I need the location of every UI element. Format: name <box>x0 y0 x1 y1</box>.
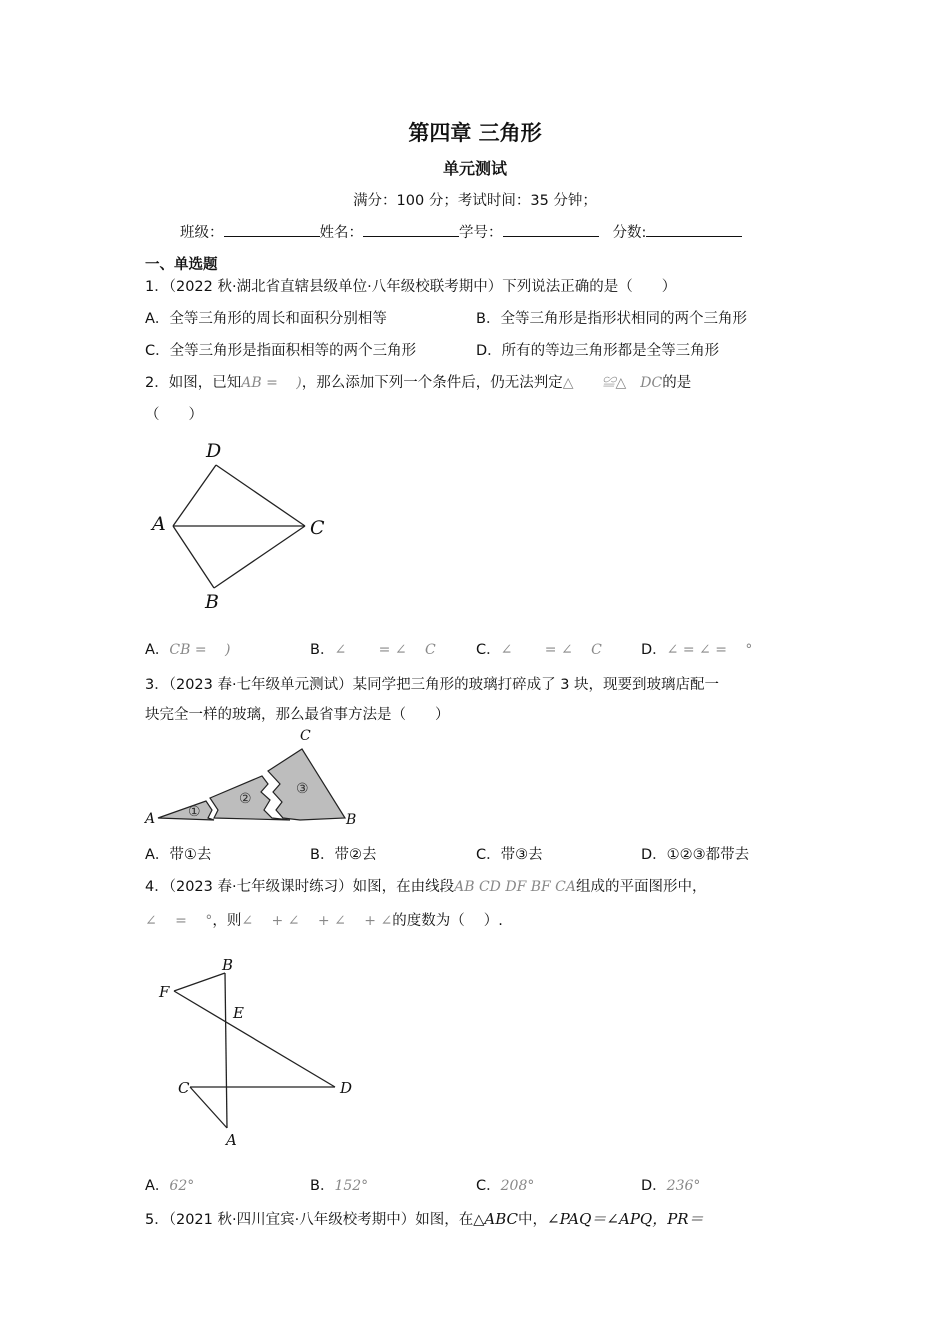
class-label: 班级： <box>180 225 224 241</box>
q4-option-a[interactable]: A．62° <box>145 1178 195 1194</box>
q3-figure-broken-glass <box>140 726 370 831</box>
q3-label-a: A <box>145 811 156 827</box>
chapter-title: 第四章 三角形 <box>408 121 542 145</box>
score-blank[interactable] <box>646 221 742 237</box>
q1-source: （2022 秋·湖北省直辖县级单位·八年级校联考期中） <box>168 279 503 295</box>
q3-option-d[interactable]: D．①②③都带去 <box>641 847 750 863</box>
q4-label-d: D <box>340 1079 353 1097</box>
q4-segment-ab <box>225 973 227 1128</box>
q3-option-c[interactable]: C．带③去 <box>476 847 543 863</box>
q3-piece-1 <box>158 801 214 820</box>
q2-label-a: A <box>152 513 166 535</box>
q4-number: 4． <box>145 879 169 895</box>
q4-math-segments: AB CD DF BF CA <box>454 879 577 895</box>
q4-option-d[interactable]: D．236° <box>641 1178 701 1194</box>
q5-source: （2021 秋·四川宜宾·八年级校考期中） <box>168 1212 416 1228</box>
q4-option-c[interactable]: C．208° <box>476 1178 535 1194</box>
q2-label-b: B <box>205 591 219 613</box>
subtitle: 单元测试 <box>442 159 507 178</box>
q2-option-c[interactable]: C．∠ = ∠ C <box>476 642 602 658</box>
q3-label-piece-2: ② <box>239 791 252 807</box>
q2-math-congruence: △ ≌△ DC <box>562 375 663 391</box>
q1-option-c[interactable]: C．全等三角形是指面积相等的两个三角形 <box>145 343 417 359</box>
q4-math-given-angle: ∠ = ° <box>145 913 213 929</box>
q3-option-b[interactable]: B．带②去 <box>310 847 377 863</box>
name-blank[interactable] <box>363 221 459 237</box>
q4-option-b[interactable]: B．152° <box>310 1178 369 1194</box>
q3-number: 3． <box>145 677 169 693</box>
q4-label-c: C <box>178 1079 190 1097</box>
q2-segment-dc <box>216 465 305 526</box>
score-label: 分数: <box>612 225 647 241</box>
q3-option-a[interactable]: A．带①去 <box>145 847 212 863</box>
q5-math-condition: ∠PAQ＝∠APQ，PR＝ <box>547 1210 704 1228</box>
q3-label-piece-3: ③ <box>296 781 309 797</box>
q2-label-c: C <box>310 517 325 539</box>
q4-figure-segments <box>150 950 370 1150</box>
q1-number: 1． <box>145 279 169 295</box>
q2-segment-ad <box>173 465 216 526</box>
q1-option-b[interactable]: B．全等三角形是指形状相同的两个三角形 <box>476 311 747 327</box>
q2-option-a[interactable]: A．CB = ) <box>145 642 231 658</box>
q2-math-given: AB = ) <box>241 375 302 391</box>
student-number-label: 学号： <box>459 225 503 241</box>
exam-info: 满分：100 分；考试时间：35 分钟； <box>353 193 597 209</box>
q2-option-b[interactable]: B．∠ = ∠ C <box>310 642 436 658</box>
name-label: 姓名： <box>319 225 363 241</box>
q2-label-d: D <box>206 440 222 462</box>
q2-answer-brackets: （ ） <box>145 407 203 423</box>
q3-stem-line1: 3．（2023 春·七年级单元测试）某同学把三角形的玻璃打碎成了 3 块，现要到玻璃店配一 <box>145 677 720 693</box>
q1-option-a[interactable]: A．全等三角形的周长和面积分别相等 <box>145 311 387 327</box>
q4-math-angle-sum: ∠ + ∠ + ∠ + ∠ <box>241 913 393 929</box>
q5-stem: 5．（2021 秋·四川宜宾·八年级校考期中）如图，在△ABC中，∠PAQ＝∠APQ，PR＝ <box>145 1210 704 1228</box>
q5-math-triangle: ABC <box>484 1210 518 1228</box>
q1-stem <box>145 275 676 296</box>
q3-label-piece-1: ① <box>188 804 201 820</box>
q4-stem-line1: 4．（2023 春·七年级课时练习）如图，在由线段AB CD DF BF CA组成的平面图形中， <box>145 879 707 895</box>
q2-figure-quadrilateral <box>145 436 345 616</box>
q4-label-b: B <box>222 956 234 974</box>
q4-segment-df <box>174 991 335 1087</box>
q2-number: 2． <box>145 375 169 391</box>
q4-segment-bf <box>174 973 225 991</box>
q4-label-a: A <box>226 1131 237 1149</box>
q4-source: （2023 春·七年级课时练习） <box>168 879 353 895</box>
student-info-row <box>180 221 742 242</box>
q2-segment-bc <box>214 526 305 588</box>
q3-label-c: C <box>300 728 311 744</box>
section-title: 一、单选题 <box>145 257 218 273</box>
class-blank[interactable] <box>224 221 320 237</box>
q2-stem: 2．如图，已知AB = )，那么添加下列一个条件后，仍无法判定△ ≌△ DC的是 <box>145 375 692 391</box>
q2-segment-ab <box>173 526 214 588</box>
q1-option-d[interactable]: D．所有的等边三角形都是全等三角形 <box>476 343 720 359</box>
q4-label-f: F <box>159 983 170 1001</box>
student-number-blank[interactable] <box>503 221 599 237</box>
q3-stem-line2: 块完全一样的玻璃，那么最省事方法是（ ） <box>145 707 450 723</box>
q5-number: 5． <box>145 1212 169 1228</box>
q3-label-b: B <box>346 812 357 828</box>
q4-stem-line2: ∠ = °，则∠ + ∠ + ∠ + ∠的度数为（ ）. <box>145 913 503 929</box>
q1-text: 下列说法正确的是（ ） <box>502 279 677 295</box>
q2-option-d[interactable]: D．∠ = ∠ = ° <box>641 642 753 658</box>
q4-segment-ca <box>190 1087 227 1128</box>
q4-label-e: E <box>233 1004 244 1022</box>
q3-source: （2023 春·七年级单元测试） <box>168 677 353 693</box>
